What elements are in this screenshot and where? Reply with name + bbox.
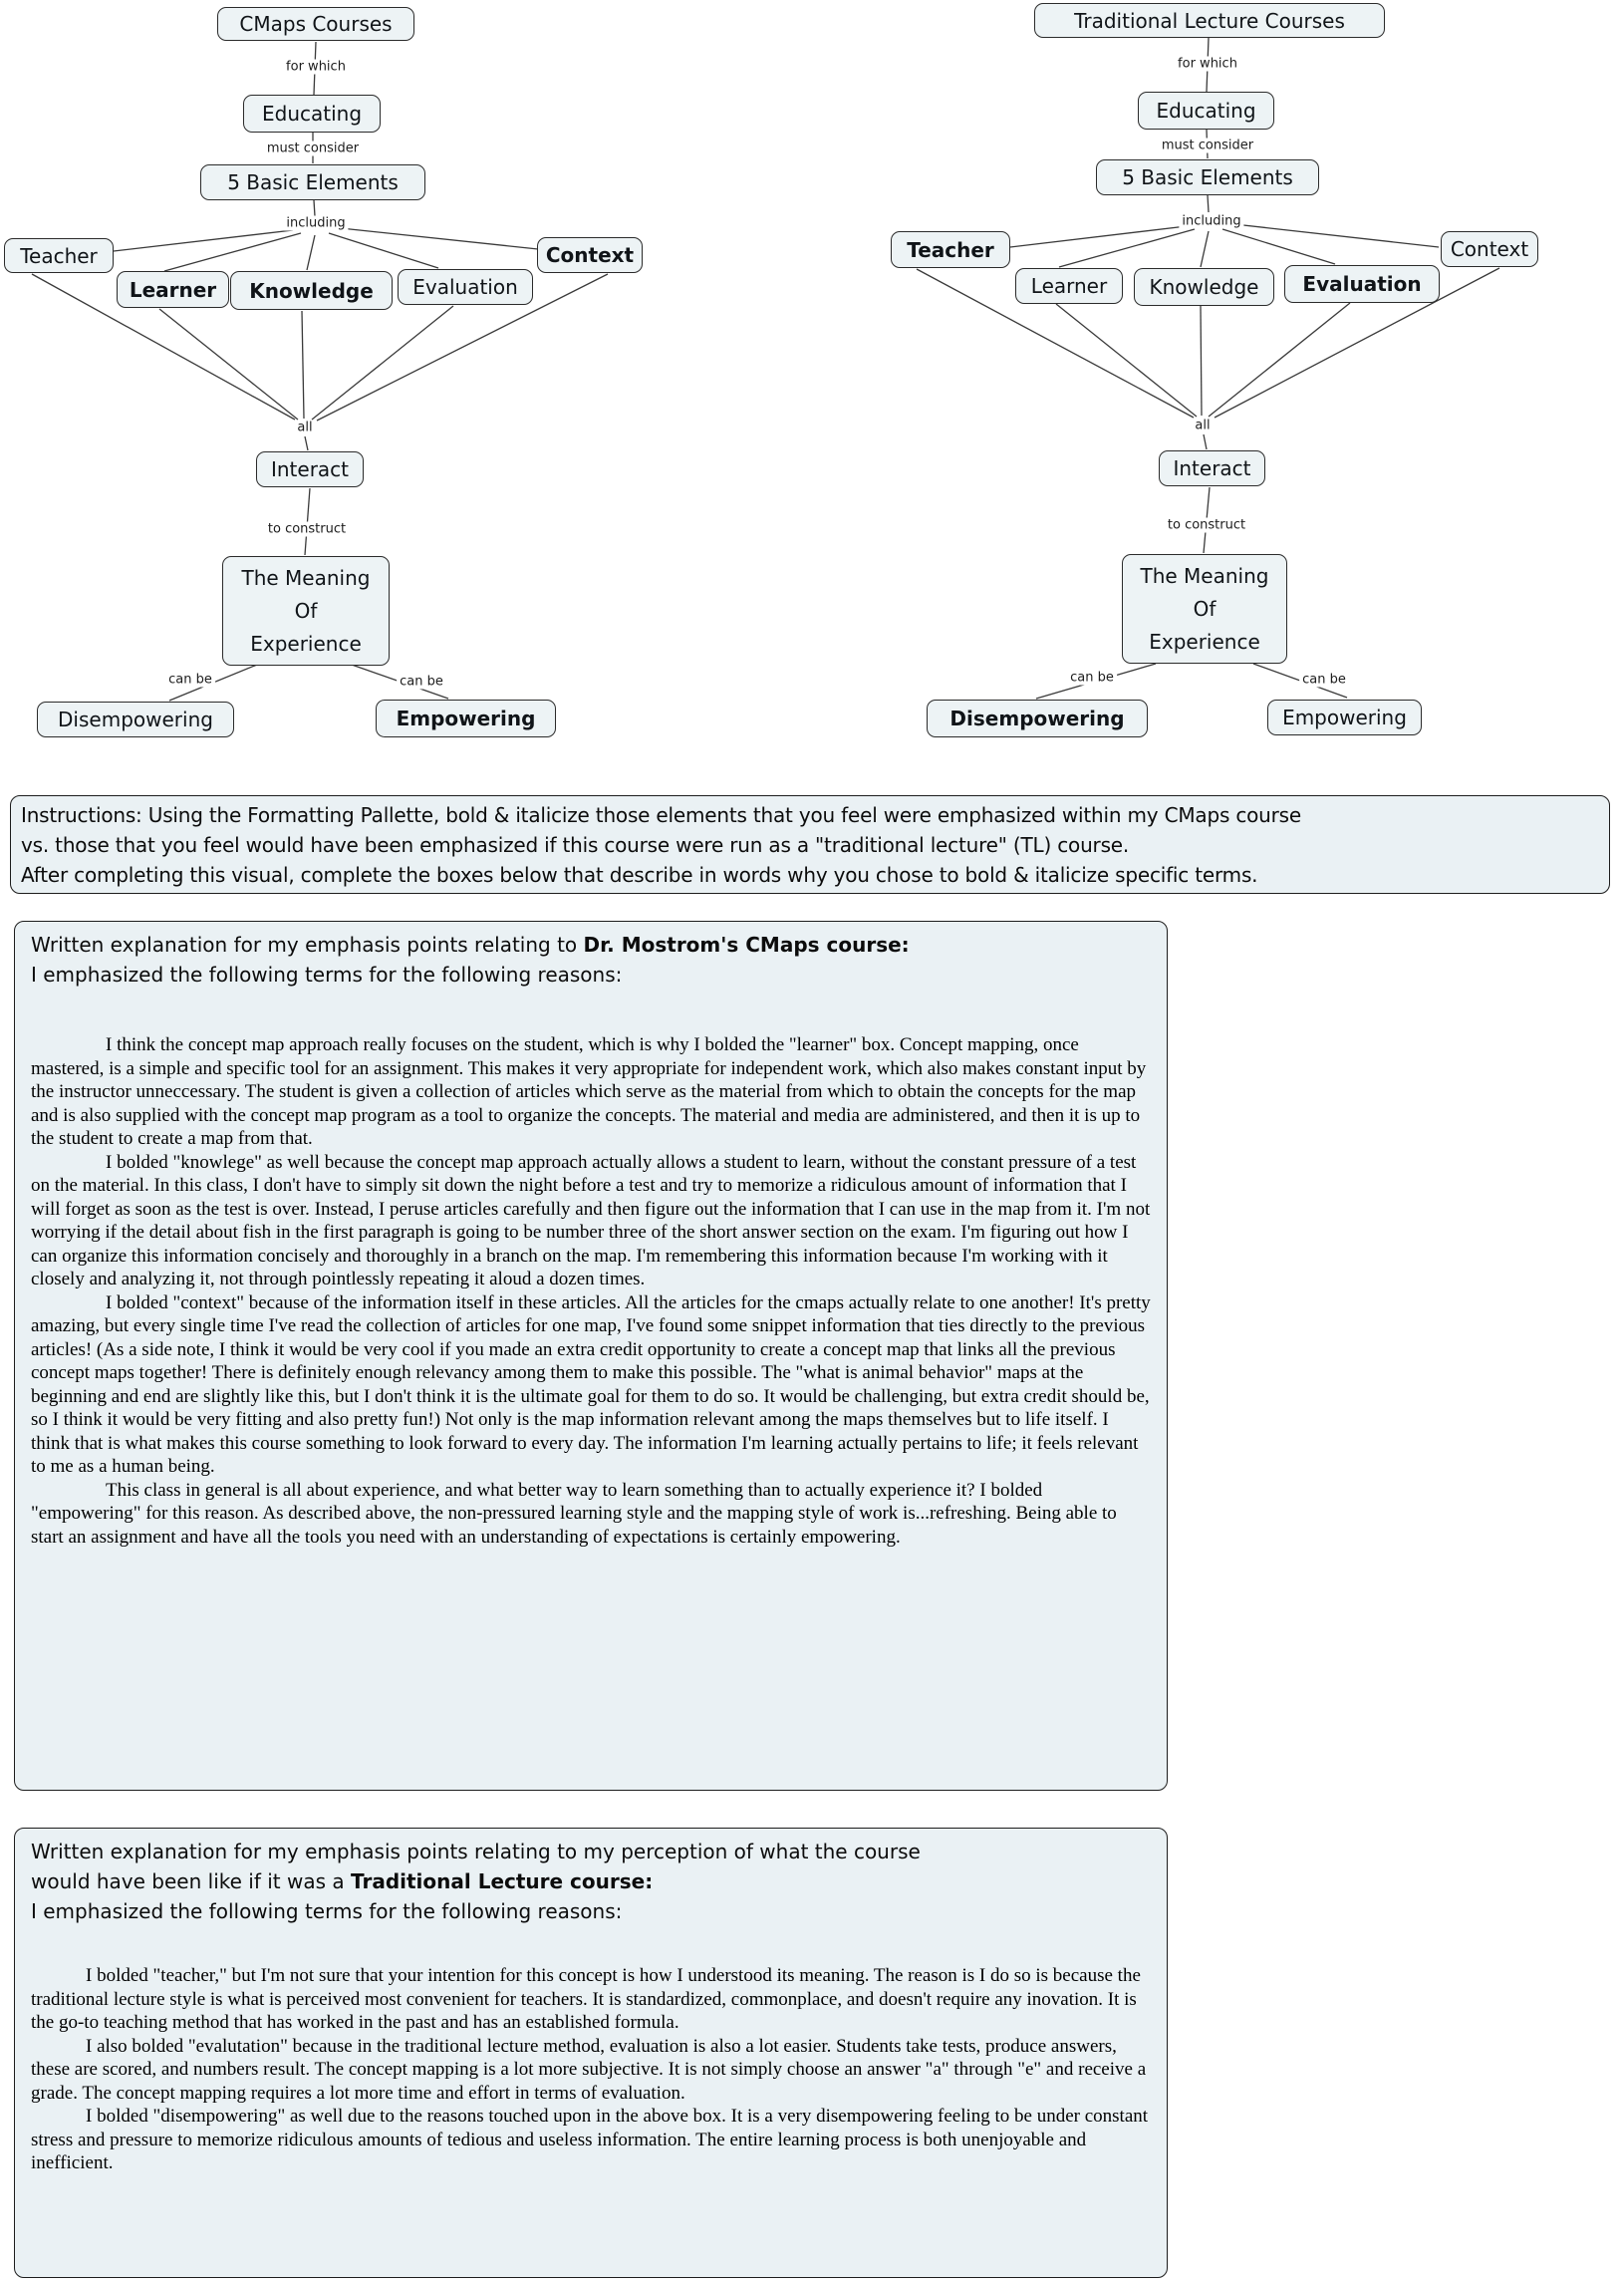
node-learner-left-bold[interactable]: Learner	[117, 271, 229, 308]
instructions-panel[interactable]	[10, 795, 1610, 894]
meaning-line-3: Experience	[1149, 629, 1260, 654]
header-text: would have been like if it was a	[31, 1869, 352, 1893]
cmaps-explanation-header-line-2: I emphasized the following terms for the following reasons:	[31, 963, 623, 987]
cmaps-explanation-panel[interactable]	[14, 921, 1168, 1791]
node-evaluation-right-bold[interactable]: Evaluation	[1284, 265, 1440, 303]
paragraph-disempowering: I bolded "disempowering" as well due to the reasons touched upon in the above box. It is a very disempowering feeling to be under constant stress and pressure to memorize ridiculous amounts of tedious and useless information. The entire learning process is both unenjoyable and inefficient.	[31, 2106, 1149, 2173]
node-teacher-right-bold[interactable]: Teacher	[891, 231, 1010, 268]
link-label-for-which-right[interactable]: for which	[1175, 57, 1240, 72]
paragraph-learner: I think the concept map approach really focuses on the student, which is why I bolded the "learner" box. Concept mapping, once mastered, is a simple and specific tool for an assignment. This makes it very appropriate for independent work, which also makes constant input by the instructor unneccessary. The student is given a collection of articles which serve as the material from which to obtain the concepts for the map and is also supplied with the concept map program as a tool to organize the concepts. The material and media are administered, and then it is up to the student to create a map from that.	[31, 1034, 1147, 1149]
paragraph-empowering: This class in general is all about experience, and what better way to learn something than to actually experience it? I bolded "empowering" for this reason. As described above, the non-pressured learning style and the mapping style of work is...refreshing. Being able to start an assignment and have all the tools you need with an understanding of expectations is certainly empowering.	[31, 1479, 1117, 1548]
link-label-all-right[interactable]: all	[1192, 419, 1213, 433]
node-empowering-left-bold[interactable]: Empowering	[376, 700, 556, 737]
link-label-including-left[interactable]: including	[283, 216, 348, 231]
link-label-can-be-right-1[interactable]: can be	[1067, 671, 1117, 686]
node-traditional-lecture-courses[interactable]: Traditional Lecture Courses	[1034, 3, 1385, 38]
header-text: Written explanation for my emphasis points relating to	[31, 933, 584, 957]
link-label-to-construct-left[interactable]: to construct	[265, 522, 349, 537]
meaning-line-1: The Meaning	[241, 565, 371, 590]
paragraph-teacher: I bolded "teacher," but I'm not sure that your intention for this concept is how I understood its meaning. The reason is I do so is because the traditional lecture style is what is perceived most convenient for teachers. It is standardized, commonplace, and doesn't require any inovation. It is the go-to teaching method that has worked in the past and has an established formula.	[31, 1965, 1141, 2033]
tl-explanation-header-line-2	[31, 1866, 1151, 1896]
node-meaning-of-experience-left[interactable]	[222, 556, 390, 666]
node-context-left-bold[interactable]: Context	[537, 237, 643, 273]
node-disempowering-left[interactable]: Disempowering	[37, 702, 234, 737]
instructions-line-1: Instructions: Using the Formatting Pallette, bold & italicize those elements that you feel were emphasized within my CMaps course	[21, 803, 1301, 827]
paragraph-context: I bolded "context" because of the information itself in these articles. All the articles for the cmaps actually relate to one another! It's pretty amazing, but every single time I've read the collection of articles for one map, I've found some snippet information that ties directly to the previous articles! (As a side note, I think it would be very cool if you made an extra credit opportunity to create a concept map that links all the previous concept maps together! There is definitely enough relevancy among them to make this possible. The "what is animal behavior" maps at the beginning and end are slightly like this, but I don't think it is the ultimate goal for them to do so. It would be challenging, but extra credit should be, so I think it would be very fitting and also pretty fun!) Not only is the map information relevant among the maps themselves but to life itself. I think that is what makes this course something to look forward to every day. The information I'm learning actually pertains to life; it feels relevant to me as a human being.	[31, 1291, 1151, 1477]
node-learner-right[interactable]: Learner	[1015, 268, 1123, 304]
node-5-basic-elements-left[interactable]: 5 Basic Elements	[200, 164, 425, 200]
node-empowering-right[interactable]: Empowering	[1267, 700, 1422, 735]
link-label-can-be-left-2[interactable]: can be	[397, 675, 446, 690]
link-label-can-be-right-2[interactable]: can be	[1299, 673, 1349, 688]
link-label-including-right[interactable]: including	[1179, 214, 1243, 229]
instructions-line-3: After completing this visual, complete the boxes below that describe in words why you chose to bold & italicize specific terms.	[21, 863, 1258, 887]
tl-explanation-header-line-1: Written explanation for my emphasis points relating to my perception of what the course	[31, 1840, 921, 1863]
meaning-line-2: Of	[1193, 596, 1217, 621]
node-evaluation-left[interactable]: Evaluation	[398, 269, 533, 305]
cmaps-explanation-header-line-1	[31, 930, 1151, 960]
link-label-must-consider-left[interactable]: must consider	[264, 142, 362, 156]
node-knowledge-right[interactable]: Knowledge	[1134, 268, 1274, 306]
link-label-can-be-left-1[interactable]: can be	[165, 673, 215, 688]
header-bold-cmaps-course: Dr. Mostrom's CMaps course:	[583, 933, 910, 957]
instructions-line-2: vs. those that you feel would have been emphasized if this course were run as a "traditional lecture" (TL) course.	[21, 833, 1130, 857]
paragraph-knowledge: I bolded "knowlege" as well because the concept map approach actually allows a student to learn, without the constant pressure of a test on the material. In this class, I don't have to simply sit down the night before a test and try to memorize a ridiculous amount of information that I will forget as soon as the test is over. Instead, I peruse articles carefully and then figure out the information that I can use in the map from it. I'm not worrying if the detail about fish in the first paragraph is going to be number three of the short answer section on the exam. I'm figuring out how I can organize this information concisely and thoroughly in a branch on the map. I'm remembering this information because I'm working with it closely and analyzing it, not through pointlessly repeating it aloud a dozen times.	[31, 1151, 1151, 1289]
node-5-basic-elements-right[interactable]: 5 Basic Elements	[1096, 159, 1319, 195]
node-interact-left[interactable]: Interact	[256, 451, 364, 487]
link-label-must-consider-right[interactable]: must consider	[1159, 139, 1256, 153]
node-educating-left[interactable]: Educating	[243, 95, 381, 133]
node-cmaps-courses[interactable]: CMaps Courses	[217, 7, 414, 41]
node-disempowering-right-bold[interactable]: Disempowering	[927, 700, 1148, 737]
node-meaning-of-experience-right[interactable]	[1122, 554, 1287, 664]
node-interact-right[interactable]: Interact	[1159, 450, 1265, 486]
paragraph-evaluation: I also bolded "evalutation" because in the traditional lecture method, evaluation is also a lot easier. Students take tests, produce answers, these are scored, and numbers result. The concept mapping is a lot more subjective. It is not simply choose an answer "a" through "e" and receive a grade. The concept mapping requires a lot more time and effort in terms of evaluation.	[31, 2035, 1147, 2104]
meaning-line-1: The Meaning	[1140, 563, 1269, 588]
link-label-for-which-left[interactable]: for which	[283, 60, 349, 75]
link-label-to-construct-right[interactable]: to construct	[1165, 518, 1248, 533]
header-bold-traditional-lecture: Traditional Lecture course:	[351, 1869, 654, 1893]
traditional-lecture-explanation-panel[interactable]	[14, 1828, 1168, 2278]
cmaps-explanation-body	[31, 1033, 1151, 1549]
node-context-right[interactable]: Context	[1441, 231, 1538, 267]
meaning-line-2: Of	[294, 598, 318, 623]
tl-explanation-header-line-3: I emphasized the following terms for the following reasons:	[31, 1899, 623, 1923]
node-educating-right[interactable]: Educating	[1138, 92, 1274, 130]
meaning-line-3: Experience	[250, 631, 362, 656]
tl-explanation-body	[31, 1964, 1151, 2175]
node-teacher-left[interactable]: Teacher	[4, 238, 114, 273]
link-label-all-left[interactable]: all	[294, 421, 315, 435]
node-knowledge-left-bold[interactable]: Knowledge	[230, 271, 393, 310]
